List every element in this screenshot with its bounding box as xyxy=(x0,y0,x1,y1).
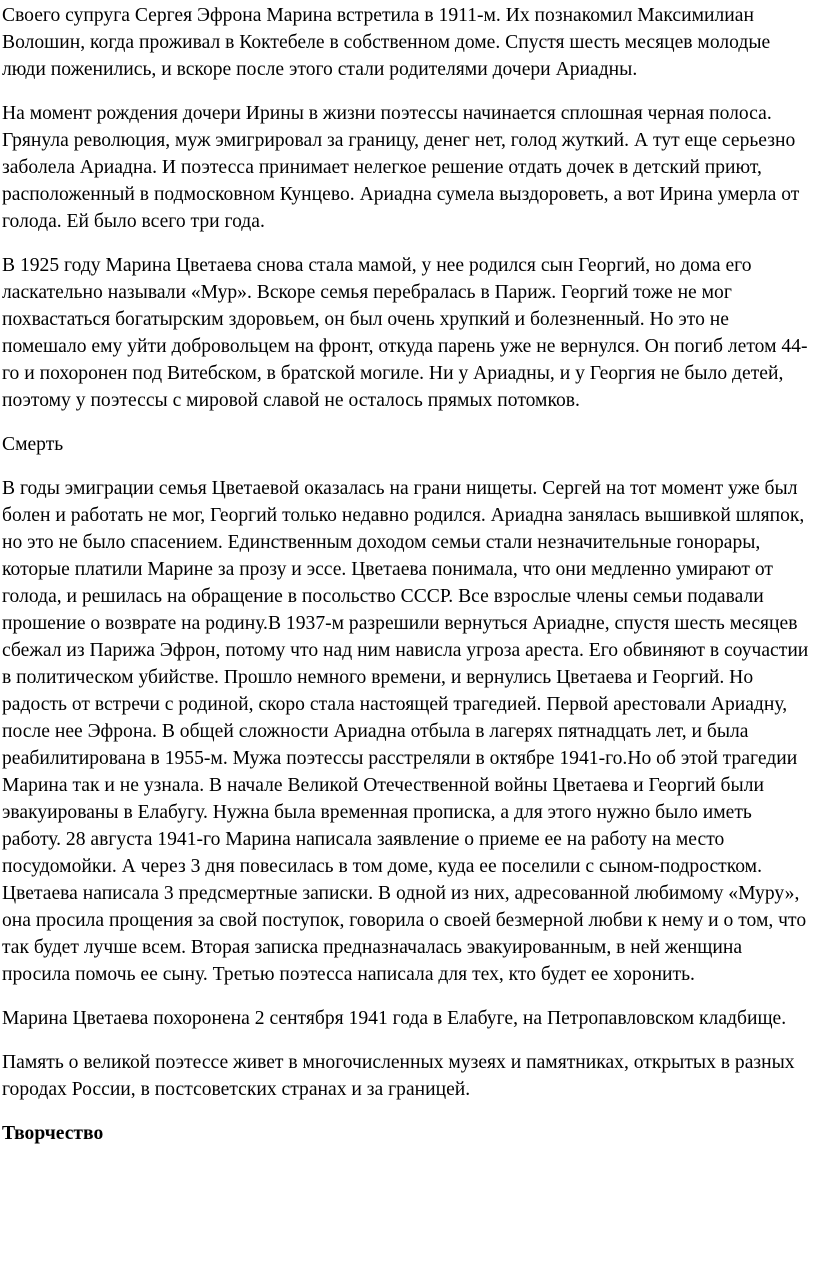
paragraph-memory: Память о великой поэтессе живет в многочисленных музеях и памятниках, открытых в разных городах России, в постсоветских странах и за границей. xyxy=(2,1052,795,1100)
paragraph-marriage: Своего супруга Сергея Эфрона Марина встретила в 1911-м. Их познакомил Максимилиан Волошин, когда проживал в Коктебеле в собственном доме. Спустя шесть месяцев молодые люди поженились, и вскоре после этого стали родителями дочери Ариадны. xyxy=(2,5,771,80)
paragraph-son: В 1925 году Марина Цветаева снова стала мамой, у нее родился сын Георгий, но дома его ласкательно называли «Мур». Вскоре семья перебралась в Париж. Георгий тоже не мог похвастаться богатырским здоровьем, он был очень хрупкий и болезненный. Но это не помешало ему уйти добровольцем на фронт, откуда парень уже не вернулся. Он погиб летом 44-го и похоронен под Витебском, в братской могиле. Ни у Ариадны, и у Георгия не было детей, поэтому у поэтессы с мировой славой не осталось прямых потомков. xyxy=(2,255,808,411)
paragraph-emigration: В годы эмиграции семья Цветаевой оказалась на грани нищеты. Сергей на тот момент уже был болен и работать не мог, Георгий только недавно родился. Ариадна занялась вышивкой шляпок, но это не было спасением. Единственным доходом семьи стали незначительные гонорары, которые платили Марине за прозу и эссе. Цветаева понимала, что они медленно умирают от голода, и решилась на обращение в посольство СССР. Все взрослые члены семьи подавали прошение о возврате на родину.В 1937-м разрешили вернуться Ариадне, спустя шесть месяцев сбежал из Парижа Эфрон, потому что над ним нависла угроза ареста. Его обвиняют в соучастии в политическом убийстве. Прошло немного времени, и вернулись Цветаева и Георгий. Но радость от встречи с родиной, скоро стала настоящей трагедией. Первой арестовали Ариадну, после нее Эфрона. В общей сложности Ариадна отбыла в лагерях пятнадцать лет, и была реабилитирована в 1955-м. Мужа поэтессы расстреляли в октябре 1941-го.Но об этой трагедии Марина так и не узнала. В начале Великой Отечественной войны Цветаева и Георгий были эвакуированы в Елабугу. Нужна была временная прописка, а для этого нужно было иметь работу. 28 августа 1941-го Марина написала заявление о приеме ее на работу на место посудомойки. А через 3 дня повесилась в том доме, куда ее поселили с сыном-подростком. Цветаева написала 3 предсмертные записки. В одной из них, адресованной любимому «Муру», она просила прощения за свой поступок, говорила о своей безмерной любви к нему и о том, что так будет лучше всем. Вторая записка предназначалась эвакуированным, в ней женщина просила помочь ее сыну. Третью поэтесса написала для тех, кто будет ее хоронить. xyxy=(2,478,809,985)
section-heading-creativity: Творчество xyxy=(2,1123,104,1144)
paragraph-burial: Марина Цветаева похоронена 2 сентября 1941 года в Елабуге, на Петропавловском кладбище. xyxy=(2,1008,787,1029)
paragraph-daughters: На момент рождения дочери Ирины в жизни поэтессы начинается сплошная черная полоса. Грянула революция, муж эмигрировал за границу, денег нет, голод жуткий. А тут еще серьезно заболела Ариадна. И поэтесса принимает нелегкое решение отдать дочек в детский приют, расположенный в подмосковном Кунцево. Ариадна сумела выздороветь, а вот Ирина умерла от голода. Ей было всего три года. xyxy=(2,103,800,232)
section-label-death: Смерть xyxy=(2,434,64,455)
